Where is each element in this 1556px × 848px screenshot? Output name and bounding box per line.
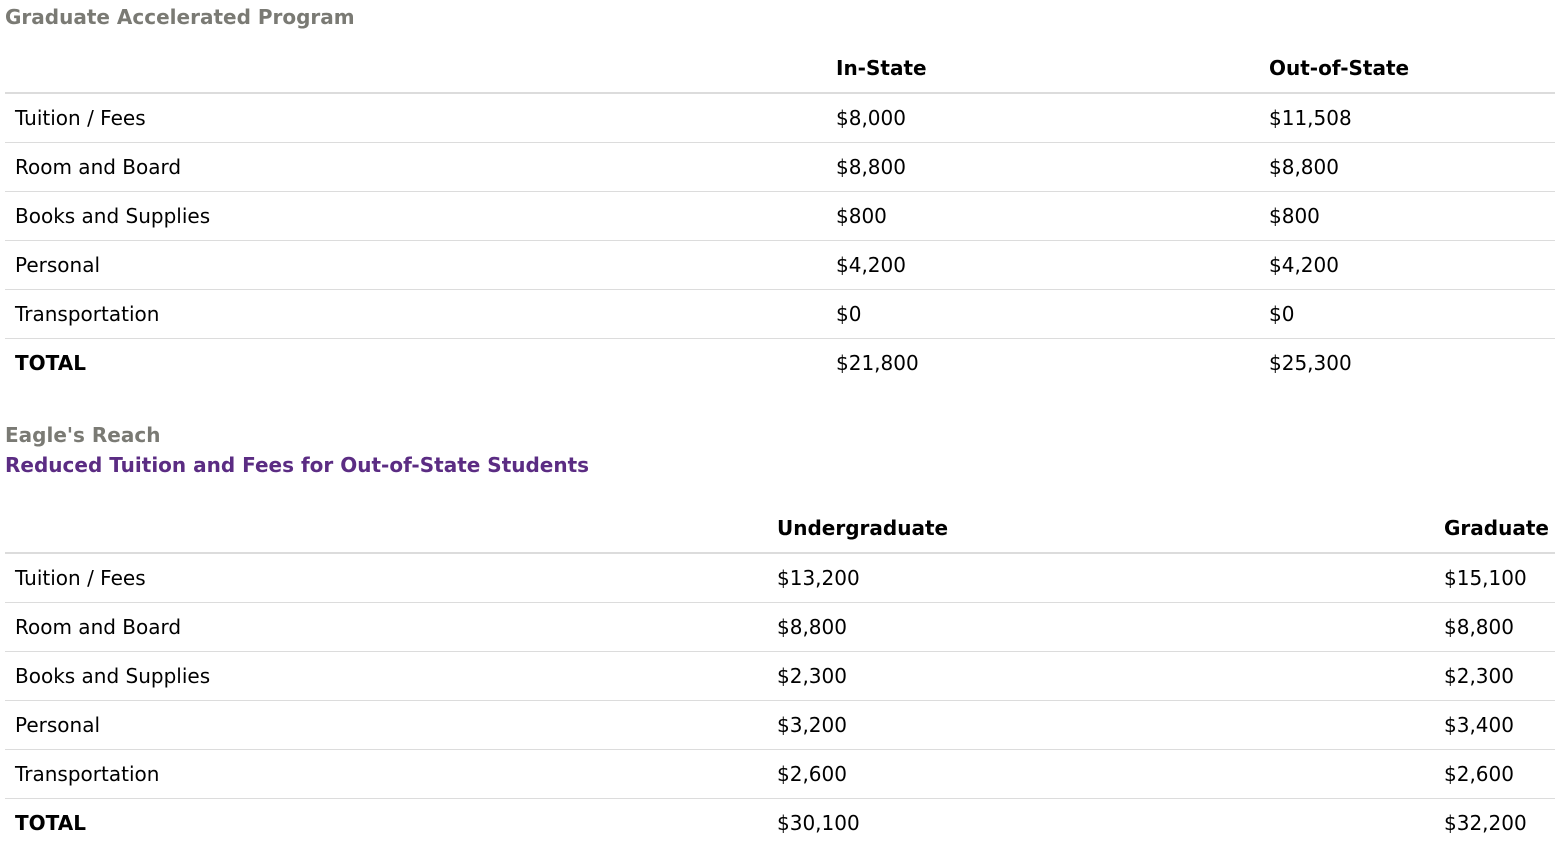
table-row (5, 93, 1555, 143)
cell-out-of-state: $800 (1259, 192, 1555, 241)
cell-undergraduate: $13,200 (767, 553, 1434, 603)
row-label: Books and Supplies (5, 652, 767, 701)
row-label: Personal (5, 241, 826, 290)
column-header-graduate: Graduate (1434, 500, 1555, 553)
column-header-in-state: In-State (826, 40, 1259, 93)
row-label: Books and Supplies (5, 192, 826, 241)
cell-undergraduate-total: $30,100 (777, 811, 860, 835)
cost-table-graduate-accelerated (5, 40, 1555, 387)
cell-out-of-state-total: $25,300 (1269, 351, 1352, 375)
cell-in-state: $4,200 (826, 241, 1259, 290)
section-subtitle-reduced-tuition: Reduced Tuition and Fees for Out-of-State Students (5, 453, 590, 477)
cell-in-state-total: $21,800 (836, 351, 919, 375)
table-row (5, 553, 1555, 603)
table-header-row (5, 40, 1555, 93)
row-label: Room and Board (5, 603, 767, 652)
cell-in-state: $0 (826, 290, 1259, 339)
cell-out-of-state: $4,200 (1259, 241, 1555, 290)
section-title-eagles-reach: Eagle's Reach (5, 423, 161, 447)
table-row (5, 241, 1555, 290)
cell-graduate: $15,100 (1434, 553, 1555, 603)
cell-undergraduate: $3,200 (767, 701, 1434, 750)
section-title-graduate-accelerated: Graduate Accelerated Program (5, 5, 355, 29)
row-label: Tuition / Fees (5, 93, 826, 143)
table-row-total (5, 339, 1555, 388)
table-row (5, 143, 1555, 192)
cell-graduate-total: $32,200 (1444, 811, 1527, 835)
row-label: Personal (5, 701, 767, 750)
row-label-total: TOTAL (15, 811, 86, 835)
row-label: Tuition / Fees (5, 553, 767, 603)
cell-graduate: $8,800 (1434, 603, 1555, 652)
cell-undergraduate: $8,800 (767, 603, 1434, 652)
cell-undergraduate: $2,600 (767, 750, 1434, 799)
cell-out-of-state: $8,800 (1259, 143, 1555, 192)
cell-graduate: $2,300 (1434, 652, 1555, 701)
row-label-total: TOTAL (15, 351, 86, 375)
table-row (5, 750, 1555, 799)
table-header-row (5, 500, 1555, 553)
cost-table-eagles-reach (5, 500, 1555, 847)
row-label: Transportation (5, 290, 826, 339)
table-row (5, 603, 1555, 652)
cell-graduate: $2,600 (1434, 750, 1555, 799)
table-row (5, 192, 1555, 241)
column-header-undergraduate: Undergraduate (767, 500, 1434, 553)
table-row (5, 290, 1555, 339)
row-label: Transportation (5, 750, 767, 799)
column-header-label (5, 500, 767, 553)
cell-undergraduate: $2,300 (767, 652, 1434, 701)
column-header-out-of-state: Out-of-State (1259, 40, 1555, 93)
column-header-label (5, 40, 826, 93)
table-row (5, 701, 1555, 750)
cell-out-of-state: $0 (1259, 290, 1555, 339)
cell-in-state: $8,800 (826, 143, 1259, 192)
table-row-total (5, 799, 1555, 848)
row-label: Room and Board (5, 143, 826, 192)
cell-out-of-state: $11,508 (1259, 93, 1555, 143)
cell-in-state: $8,000 (826, 93, 1259, 143)
cell-graduate: $3,400 (1434, 701, 1555, 750)
cell-in-state: $800 (826, 192, 1259, 241)
table-row (5, 652, 1555, 701)
